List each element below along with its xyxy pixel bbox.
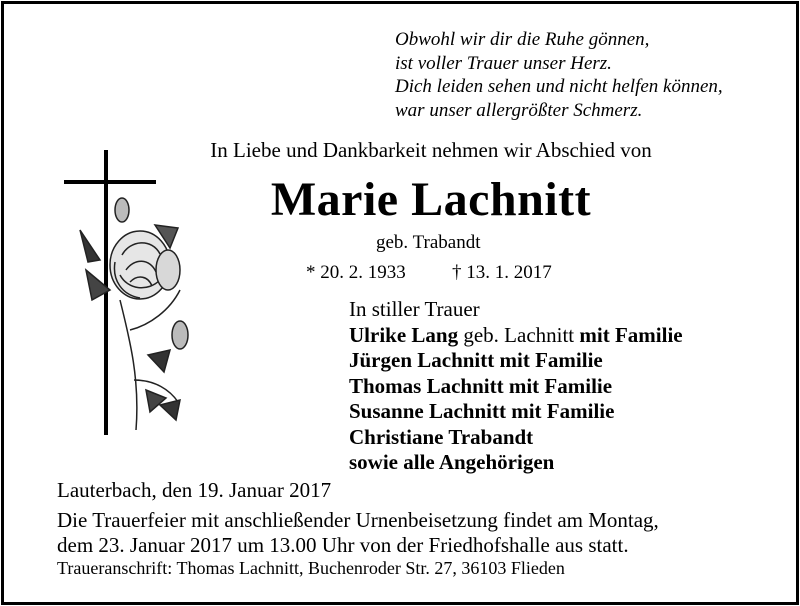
funeral-line: dem 23. Januar 2017 um 13.00 Uhr von der Friedhofshalle aus statt.: [57, 533, 629, 557]
poem-line: Obwohl wir dir die Ruhe gönnen,: [395, 29, 650, 50]
mourner-line: sowie alle Angehörigen: [349, 450, 555, 474]
poem-line: ist voller Trauer unser Herz.: [395, 52, 612, 74]
mourner-family: mit Familie: [579, 322, 683, 347]
funeral-info: [57, 508, 777, 558]
mourner-name: Ulrike Lang: [349, 322, 459, 347]
mourners-heading: In stiller Trauer: [349, 297, 480, 321]
mourner-line: Jürgen Lachnitt mit Familie: [349, 348, 603, 372]
deceased-name: Marie Lachnitt: [270, 173, 592, 226]
rose-icon: [80, 198, 188, 430]
intro-text: In Liebe und Dankbarkeit nehmen wir Abschied von: [210, 138, 652, 162]
mourners-list: [349, 297, 683, 476]
mourner-born-name: geb. Lachnitt: [458, 322, 580, 347]
born-name: geb. Trabandt: [376, 232, 481, 253]
funeral-line: Die Trauerfeier mit anschließender Urnenbeisetzung findet am Montag,: [57, 508, 659, 532]
death-date: † 13. 1. 2017: [452, 262, 552, 283]
place-date: Lauterbach, den 19. Januar 2017: [57, 478, 332, 502]
poem-line: Dich leiden sehen und nicht helfen können,: [395, 76, 723, 97]
mourner-line: Thomas Lachnitt mit Familie: [349, 373, 613, 398]
mourner-line: [349, 323, 683, 349]
mourner-line: Susanne Lachnitt mit Familie: [349, 399, 615, 423]
poem: [395, 28, 785, 122]
birth-date: * 20. 2. 1933: [306, 262, 406, 283]
mourning-address: Traueranschrift: Thomas Lachnitt, Buchenroder Str. 27, 36103 Flieden: [57, 558, 565, 578]
poem-line: war unser allergrößter Schmerz.: [395, 99, 643, 121]
mourner-line: Christiane Trabandt: [349, 424, 534, 449]
